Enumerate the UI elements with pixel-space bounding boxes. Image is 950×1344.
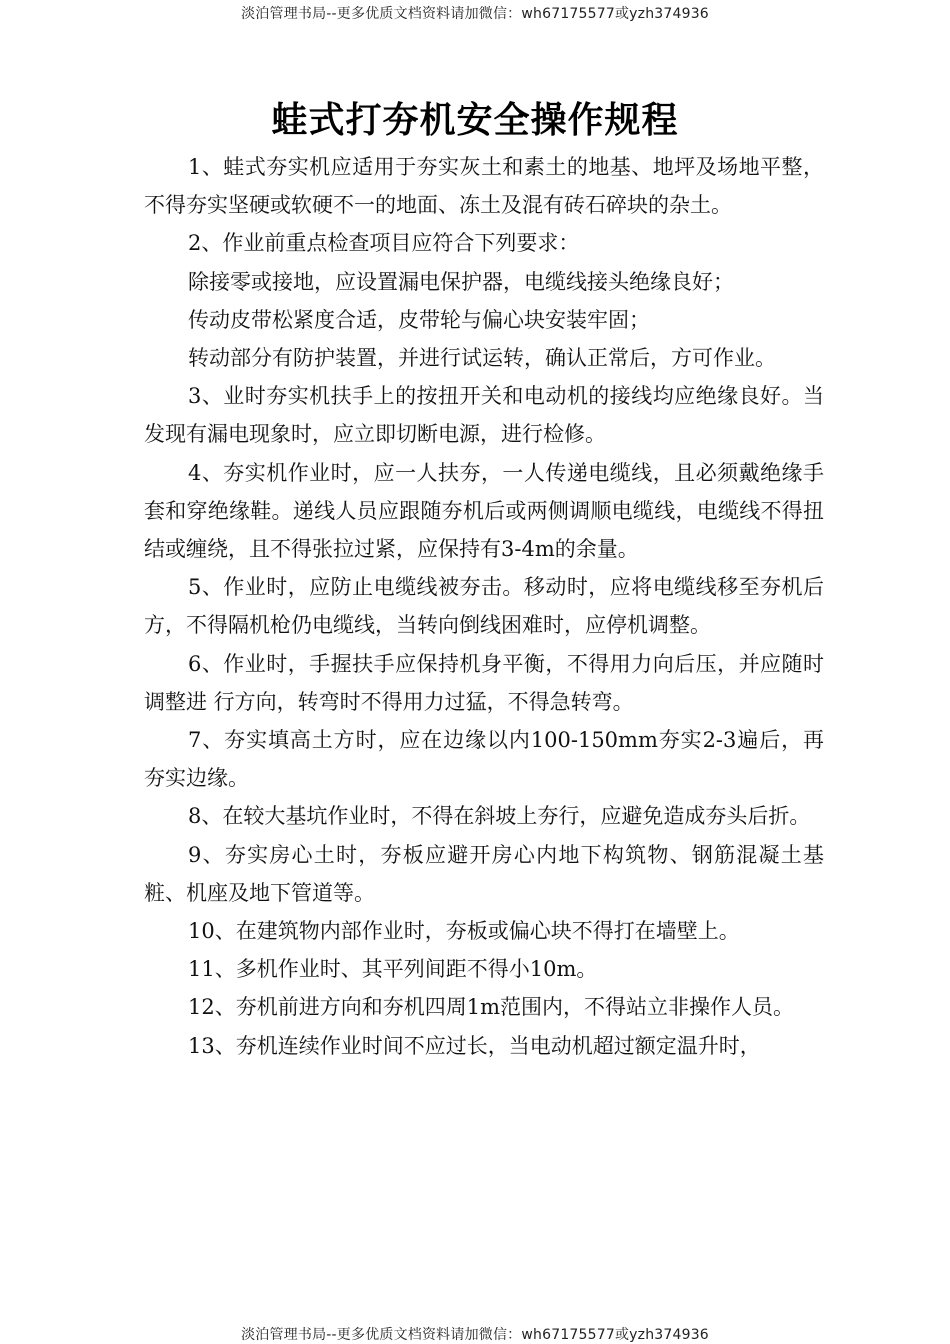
paragraph-5: 5、作业时，应防止电缆线被夯击。移动时，应将电缆线移至夯机后方，不得隔机枪仍电缆线，当转向倒线困难时，应停机调整。: [144, 575, 824, 638]
paragraph-10: 10、在建筑物内部作业时，夯板或偏心块不得打在墙壁上。: [188, 919, 740, 944]
paragraph-2-item-1: 除接零或接地，应设置漏电保护器，电缆线接头绝缘良好；: [188, 269, 734, 294]
paragraph-2-item-3: 转动部分有防护装置，并进行试运转，确认正常后，方可作业。: [188, 346, 776, 371]
paragraph-7: 7、夯实填高土方时，应在边缘以内100-150mm夯实2-3遍后，再夯实边缘。: [144, 728, 824, 791]
paragraph-13: 13、夯机连续作业时间不应过长，当电动机超过额定温升时，: [188, 1033, 761, 1058]
paragraph-6: 6、作业时，手握扶手应保持机身平衡，不得用力向后压，并应随时调整进 行方向，转弯时不得用力过猛，不得急转弯。: [144, 651, 824, 714]
document-title: 蛙式打夯机安全操作规程: [271, 99, 679, 141]
paragraph-3: 3、业时夯实机扶手上的按扭开关和电动机的接线均应绝缘良好。当发现有漏电现象时，应立即切断电源，进行检修。: [144, 384, 824, 447]
paragraph-2-item-2: 传动皮带松紧度合适，皮带轮与偏心块安装牢固；: [188, 307, 650, 332]
page-header: 淡泊管理书局--更多优质文档资料请加微信：wh67175577或yzh374936: [241, 6, 709, 22]
page-footer: 淡泊管理书局--更多优质文档资料请加微信：wh67175577或yzh374936: [241, 1327, 709, 1343]
paragraph-8: 8、在较大基坑作业时，不得在斜坡上夯行，应避免造成夯头后折。: [188, 804, 811, 829]
paragraph-2: 2、作业前重点检查项目应符合下列要求：: [188, 231, 580, 256]
paragraph-9: 9、夯实房心土时，夯板应避开房心内地下构筑物、钢筋混凝土基粧、机座及地下管道等。: [144, 842, 824, 905]
document-body: [144, 148, 824, 1065]
paragraph-4: 4、夯实机作业时，应一人扶夯，一人传递电缆线，且必须戴绝缘手套和穿绝缘鞋。递线人员应跟随夯机后或两侧调顺电缆线，电缆线不得扭结或缠绕，且不得张拉过紧，应保持有3-4m的余量。: [144, 460, 824, 562]
paragraph-11: 11、多机作业时、其平列间距不得小10m。: [188, 957, 598, 982]
paragraph-1: 1、蛙式夯实机应适用于夯实灰土和素土的地基、地坪及场地平整，不得夯实坚硬或软硬不一的地面、冻土及混有砖石碎块的杂土。: [144, 155, 824, 218]
paragraph-12: 12、夯机前进方向和夯机四周1m范围内，不得站立非操作人员。: [188, 995, 794, 1020]
